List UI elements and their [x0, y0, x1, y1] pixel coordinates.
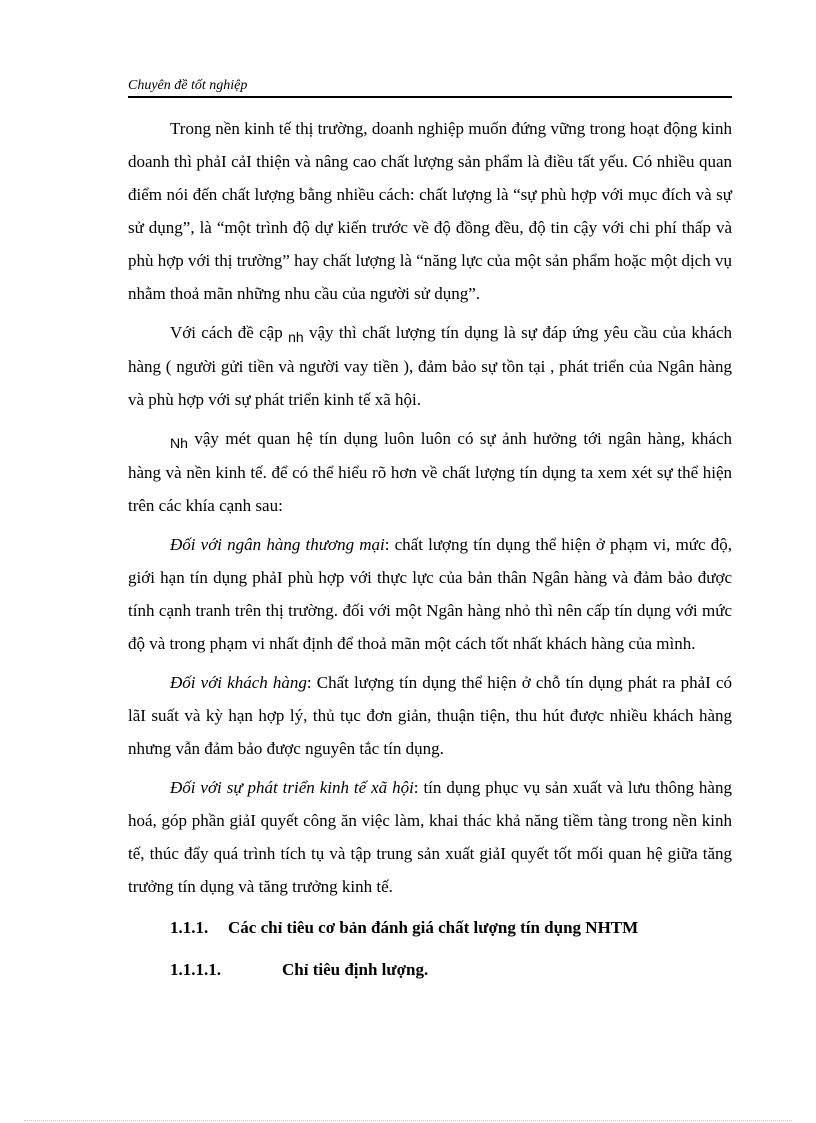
paragraph-4 [128, 528, 732, 660]
section-heading-1-1-1-1 [128, 953, 732, 987]
paragraph-2-nh: nh [288, 329, 304, 345]
subsection-title: Chỉ tiêu định lượng. [282, 960, 429, 979]
paragraph-3 [128, 422, 732, 522]
document-body [128, 112, 732, 987]
paragraph-2-rest: vậy thì chất lượng tín dụng là sự đáp ứng yêu cầu của khách hàng ( người gửi tiền và người vay tiền ), đảm bảo sự tồn tại , phát triển của Ngân hàng và phù hợp với sự phát triển kinh tế xã hội. [128, 323, 733, 409]
paragraph-1: Trong nền kinh tế thị trường, doanh nghiệp muốn đứng vững trong hoạt động kinh doanh thì phảI cảI thiện và nâng cao chất lượng sản phẩm là điều tất yếu. Có nhiều quan điểm nói đến chất lượng bằng nhiều cách: chất lượng là “sự phù hợp với mục đích và sự sử dụng”, là “một trình độ dự kiến trước về độ đồng đều, độ tin cậy với chi phí thấp và phù hợp với thị trường” hay chất lượng là “năng lực của một sản phẩm hoặc một dịch vụ nhằm thoả mãn những nhu cầu của người sử dụng”. [128, 119, 732, 303]
paragraph-4-body: : chất lượng tín dụng thể hiện ở phạm vi, mức độ, giới hạn tín dụng phảI phù hợp với thực lực của bản thân Ngân hàng và đảm bảo được tính cạnh tranh trên thị trường. đối với một Ngân hàng nhỏ thì nên cấp tín dụng với mức độ và trong phạm vi nhất định để thoả mãn một cách tốt nhất khách hàng của mình. [128, 535, 732, 653]
paragraph-5-lead: Đối với khách hàng [170, 673, 307, 692]
paragraph-5 [128, 666, 732, 765]
subsection-number: 1.1.1.1. [170, 960, 221, 979]
paragraph-3-rest: vậy mét quan hệ tín dụng luôn luôn có sự ảnh hưởng tới ngân hàng, khách hàng và nền kinh tế. để có thể hiểu rõ hơn về chất lượng tín dụng ta xem xét sự thể hiện trên các khía cạnh sau: [128, 429, 733, 515]
header-title: Chuyên đề tốt nghiệp [128, 78, 248, 93]
section-title: Các chỉ tiêu cơ bản đánh giá chất lượng tín dụng NHTM [228, 918, 639, 937]
paragraph-5-body: : Chất lượng tín dụng thể hiện ở chỗ tín dụng phát ra phảI có lãI suất và kỳ hạn hợp lý, thủ tục đơn giản, thuận tiện, thu hút được nhiều khách hàng nhưng vẫn đảm bảo được nguyên tắc tín dụng. [128, 673, 733, 758]
section-number: 1.1.1. [170, 918, 209, 937]
paragraph-4-lead: Đối với ngân hàng thương mại [170, 535, 385, 554]
paragraph-2-start: Với cách đề cập [170, 323, 283, 342]
paragraph-6-body: : tín dụng phục vụ sản xuất và lưu thông hàng hoá, góp phần giảI quyết công ăn việc làm, khai thác khả năng tiềm tàng trong nền kinh tế, thúc đẩy quá trình tích tụ và tập trung sản xuất giảI quyết tốt mối quan hệ giữa tăng trưởng tín dụng và tăng trưởng kinh tế. [128, 778, 732, 896]
section-heading-1-1-1 [128, 911, 732, 945]
paragraph-6-lead: Đối với sự phát triển kinh tế xã hội [170, 778, 414, 797]
paragraph-2 [128, 316, 732, 416]
page-header [128, 76, 732, 98]
paragraph-3-nh: Nh [170, 435, 188, 451]
page-bottom-border [24, 1120, 792, 1121]
paragraph-6 [128, 771, 732, 903]
